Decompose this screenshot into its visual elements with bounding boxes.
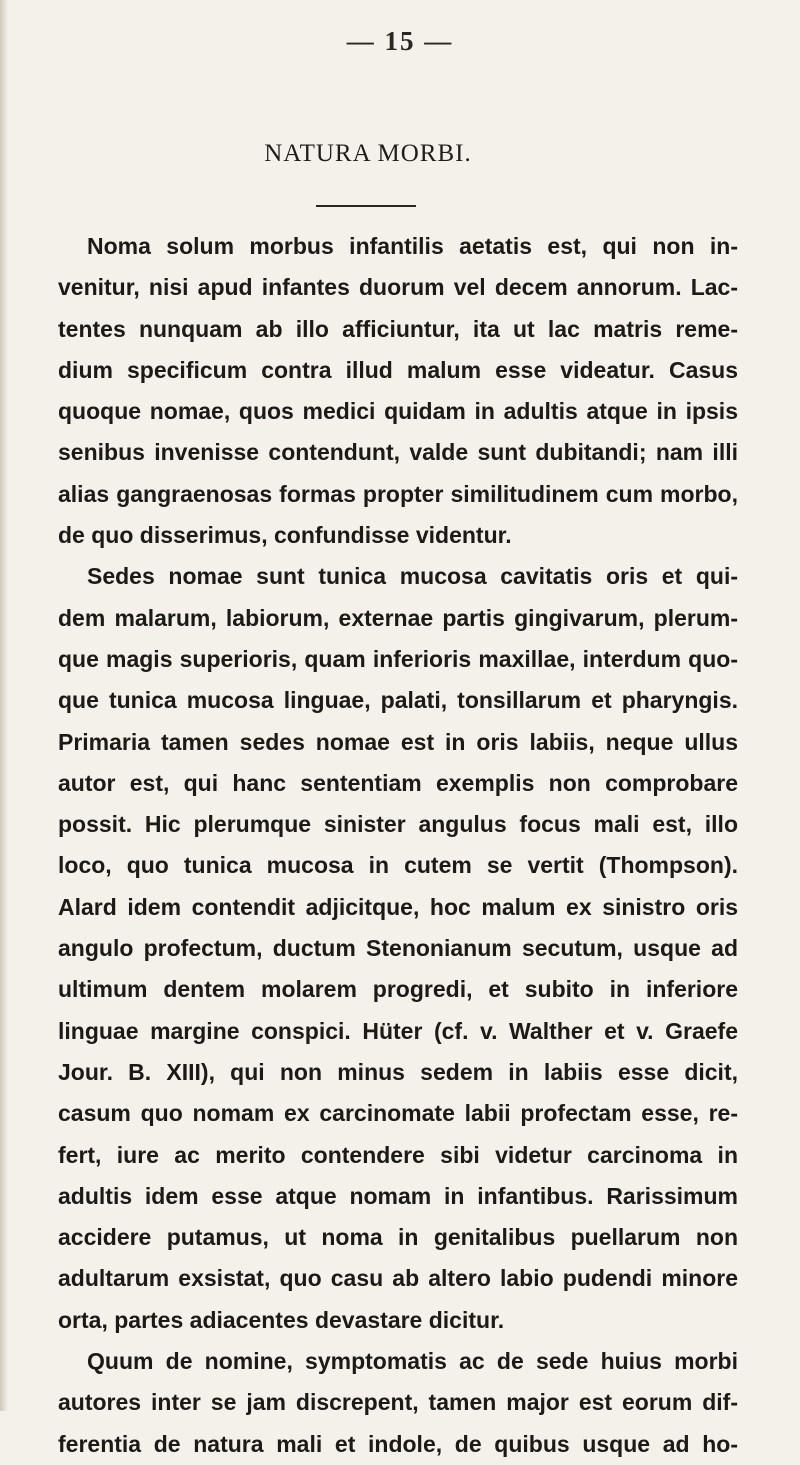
text-line: Alard idem contendit adjicitque, hoc malum ex sinistro oris: [58, 893, 738, 920]
text-line: autor est, qui hanc sententiam exemplis non comprobare: [58, 769, 738, 796]
text-line: Sedes nomae sunt tunica mucosa cavitatis oris et qui-: [87, 563, 738, 590]
text-line: ultimum dentem molarem progredi, et subito in inferiore: [58, 976, 738, 1003]
text-line: linguae margine conspici. Hüter (cf. v. Walther et v. Graefe: [58, 1017, 738, 1044]
chapter-title: NATURA MORBI.: [264, 140, 472, 167]
text-line: loco, quo tunica mucosa in cutem se vertit (Thompson).: [58, 852, 738, 879]
text-line: adultis idem esse atque nomam in infantibus. Rarissimum: [58, 1182, 738, 1209]
text-line: tentes nunquam ab illo afficiuntur, ita ut lac matris reme-: [58, 315, 738, 342]
text-line: Quum de nomine, symptomatis ac de sede huius morbi: [87, 1348, 738, 1375]
text-line: senibus invenisse contendunt, valde sunt dubitandi; nam illi: [58, 439, 738, 466]
text-line: accidere putamus, ut noma in genitalibus puellarum non: [58, 1224, 738, 1251]
text-line: Jour. B. XIII), qui non minus sedem in labiis esse dicit,: [58, 1058, 738, 1085]
text-line: de quo disserimus, confundisse videntur.: [58, 522, 512, 549]
text-line: dem malarum, labiorum, externae partis gingivarum, plerum-: [58, 604, 738, 631]
text-line: orta, partes adiacentes devastare dicitur.: [58, 1306, 505, 1333]
text-line: ferentia de natura mali et indole, de quibus usque ad ho-: [58, 1430, 738, 1457]
text-line: angulo profectum, ductum Stenonianum secutum, usque ad: [58, 935, 738, 962]
text-line: dium specificum contra illud malum esse videatur. Casus: [58, 356, 738, 383]
text-line: que magis superioris, quam inferioris maxillae, interdum quo-: [58, 645, 738, 672]
text-line: alias gangraenosas formas propter similitudinem cum morbo,: [58, 480, 738, 507]
page-edge-shadow: [0, 0, 8, 1411]
text-line: autores inter se jam discrepent, tamen major est eorum dif-: [58, 1389, 738, 1416]
text-line: que tunica mucosa linguae, palati, tonsillarum et pharyngis.: [58, 687, 738, 714]
text-line: possit. Hic plerumque sinister angulus focus mali est, illo: [58, 811, 738, 838]
text-line: venitur, nisi apud infantes duorum vel decem annorum. Lac-: [58, 274, 738, 301]
text-line: Primaria tamen sedes nomae est in oris labiis, neque ullus: [58, 728, 738, 755]
text-line: casum quo nomam ex carcinomate labii profectam esse, re-: [58, 1100, 738, 1127]
text-line: quoque nomae, quos medici quidam in adultis atque in ipsis: [58, 398, 738, 425]
body-text: [58, 226, 738, 1465]
text-line: adultarum exsistat, quo casu ab altero labio pudendi minore: [58, 1265, 738, 1292]
text-line: Noma solum morbus infantilis aetatis est, qui non in-: [87, 233, 738, 259]
text-line: fert, iure ac merito contendere sibi videtur carcinoma in: [58, 1141, 738, 1168]
page-number: — 15 —: [346, 26, 454, 56]
title-rule: [316, 205, 416, 207]
